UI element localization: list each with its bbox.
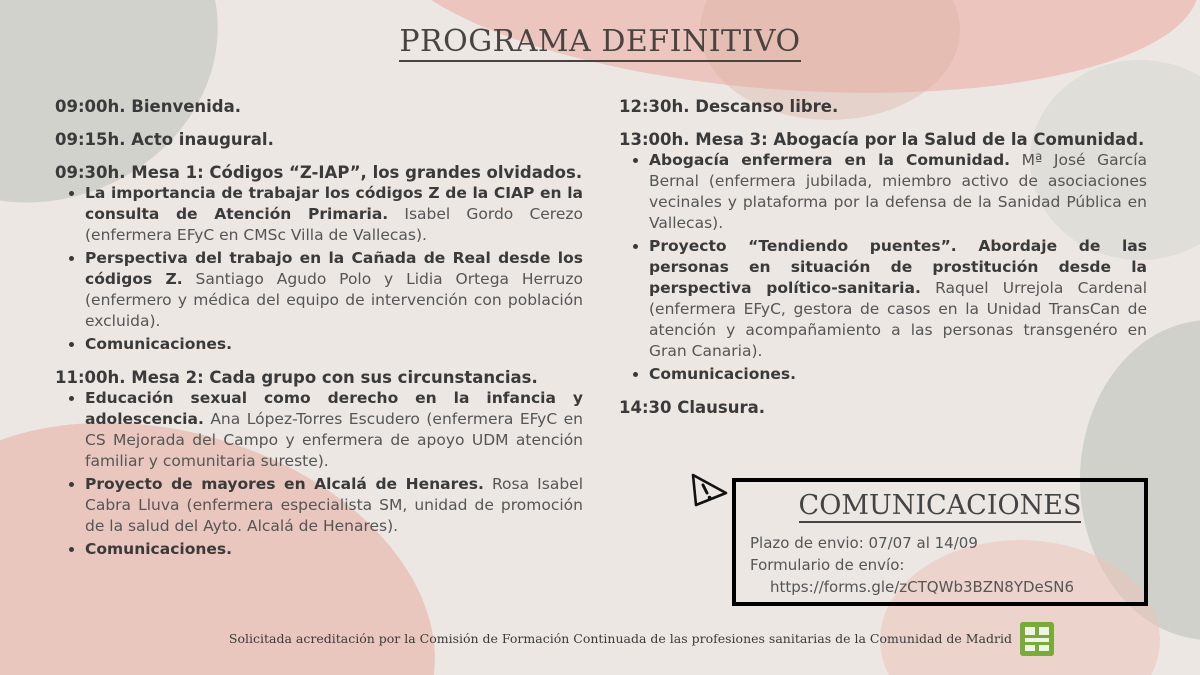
page-title-text: PROGRAMA DEFINITIVO [399, 24, 800, 62]
institution-logo [1020, 622, 1054, 656]
mesa-1-list [55, 183, 583, 355]
page-title [0, 24, 1200, 62]
program-right-column [619, 96, 1147, 430]
list-item: • Proyecto de mayores en Alcalá de Henares. Rosa Isabel Cabra Lluva (enfermera especialista SM, unidad de promoción de la salud del Ayto. Alcalá de Henares). [85, 474, 583, 537]
session-mesa-1: 09:30h. Mesa 1: Códigos “Z-IAP”, los grandes olvidados. [55, 163, 583, 182]
list-item: • Comunicaciones. [85, 539, 583, 560]
accreditation-footer: Solicitada acreditación por la Comisión de Formación Continuada de las profesiones sanitarias de la Comunidad de Madrid [228, 631, 1012, 646]
mesa-2-list [55, 388, 583, 560]
list-item: • Proyecto “Tendiendo puentes”. Abordaje de las personas en situación de prostitución desde la perspectiva político-sanitaria. Raquel Urrejola Cardenal (enfermera EFyC, gestora de casos en la Unidad TransCan de atención y acompañamiento a las personas transgenéro en Gran Canaria). [649, 236, 1147, 362]
session-break: 12:30h. Descanso libre. [619, 97, 839, 116]
list-item: • Comunicaciones. [85, 334, 583, 355]
warning-icon [688, 471, 728, 511]
communications-box [732, 478, 1148, 606]
list-item: • Educación sexual como derecho en la infancia y adolescencia. Ana López-Torres Escudero (enfermera EFyC en CS Mejorada del Campo y enfermera de apoyo UDM atención familiar y comunitaria sureste). [85, 388, 583, 472]
list-item: • Abogacía enfermera en la Comunidad. Mª José García Bernal (enfermera jubilada, miembro activo de asociaciones vecinales y plataforma por la defensa de la Sanidad Pública en Vallecas). [649, 150, 1147, 234]
list-item: • La importancia de trabajar los códigos Z de la CIAP en la consulta de Atención Primaria. Isabel Gordo Cerezo (enfermera EFyC en CMSc Villa de Vallecas). [85, 183, 583, 246]
list-item: • Perspectiva del trabajo en la Cañada de Real desde los códigos Z. Santiago Agudo Polo y Lidia Ortega Herruzo (enfermero y médica del equipo de intervención con población excluida). [85, 248, 583, 332]
session-mesa-3: 13:00h. Mesa 3: Abogacía por la Salud de la Comunidad. [619, 130, 1145, 149]
submission-form-link[interactable]: https://forms.gle/zCTQWb3BZN8YDeSN6 [770, 578, 1075, 596]
session-mesa-2: 11:00h. Mesa 2: Cada grupo con sus circunstancias. [55, 368, 538, 387]
mesa-3-list [619, 150, 1147, 385]
session-welcome: 09:00h. Bienvenida. [55, 97, 242, 116]
list-item: • Comunicaciones. [649, 364, 1147, 385]
submission-deadline: Plazo de envio: 07/07 al 14/09 [750, 534, 978, 552]
session-closing: 14:30 Clausura. [619, 398, 766, 417]
submission-form-label: Formulario de envío: [750, 556, 905, 574]
program-left-column [55, 96, 583, 572]
communications-title: COMUNICACIONES [798, 490, 1082, 521]
session-opening: 09:15h. Acto inaugural. [55, 130, 274, 149]
